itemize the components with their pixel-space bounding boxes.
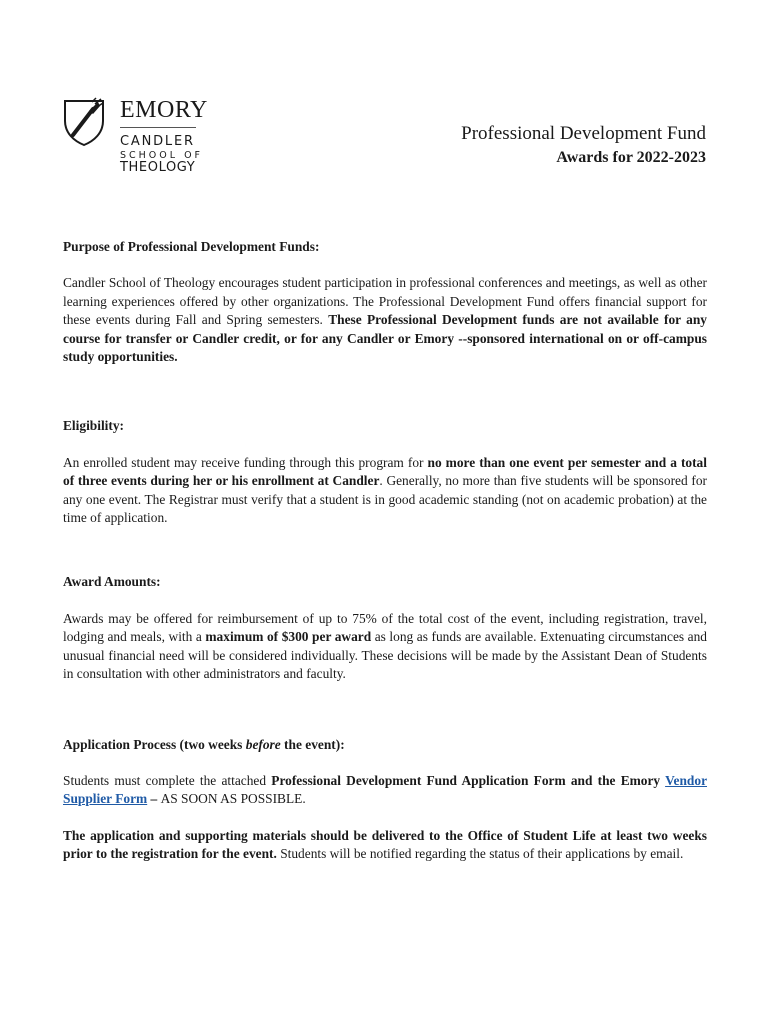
- eligibility-heading: Eligibility:: [63, 418, 125, 434]
- eligibility-paragraph: An enrolled student may receive funding through this program for no more than one event per semester and a total of three events during her or his enrollment at Candler. Generally, no more than five students will be sponsored for any one event. The Registrar must verify that a student is in good academic standing (not on academic probation) at the time of application.: [63, 454, 707, 526]
- document-body: [63, 238, 707, 864]
- logo-candler: CANDLER: [120, 134, 195, 149]
- application-paragraph: Students must complete the attached Professional Development Fund Application Form and the Emory Vendor Supplier Form – AS SOON AS POSSIBLE.: [63, 772, 708, 807]
- page-subtitle: Awards for 2022-2023: [556, 149, 706, 166]
- awards-paragraph: Awards may be offered for reimbursement of up to 75% of the total cost of the event, including registration, travel, lodging and meals, with a maximum of $300 per award as long as funds are available. Extenuating circumstances and unusual financial need will be considered individually. These decisions will be made by the Assistant Dean of Students in consultation with other administrators and faculty.: [63, 610, 707, 682]
- application-heading: Application Process (two weeks before the event):: [63, 736, 345, 752]
- page-title: Professional Development Fund: [461, 123, 706, 144]
- delivery-paragraph: The application and supporting materials should be delivered to the Office of Student Life at least two weeks prior to the registration for the event. Students will be notified regarding the status of their applications by email.: [63, 827, 707, 862]
- shield-torch-icon: [62, 97, 106, 147]
- logo-theology: THEOLOGY: [120, 160, 196, 175]
- logo-divider: [120, 127, 196, 128]
- logo-school-of: SCHOOL OF: [120, 150, 204, 161]
- emory-candler-logo: [62, 97, 212, 179]
- awards-heading: Award Amounts:: [63, 574, 161, 590]
- logo-emory: EMORY: [120, 97, 208, 123]
- purpose-heading: Purpose of Professional Development Funds:: [63, 239, 320, 254]
- purpose-paragraph: Candler School of Theology encourages student participation in professional conferences and meetings, as well as other learning experiences offered by other organizations. The Professional Development Fund offers financial support for these events during Fall and Spring semesters. These Professional Development funds are not available for any course for transfer or Candler credit, or for any Candler or Emory --sponsored international on or off-campus study opportunities.: [63, 275, 707, 365]
- vendor-supplier-form-link[interactable]: Vendor Supplier Form: [63, 772, 708, 807]
- document-header: [461, 123, 706, 167]
